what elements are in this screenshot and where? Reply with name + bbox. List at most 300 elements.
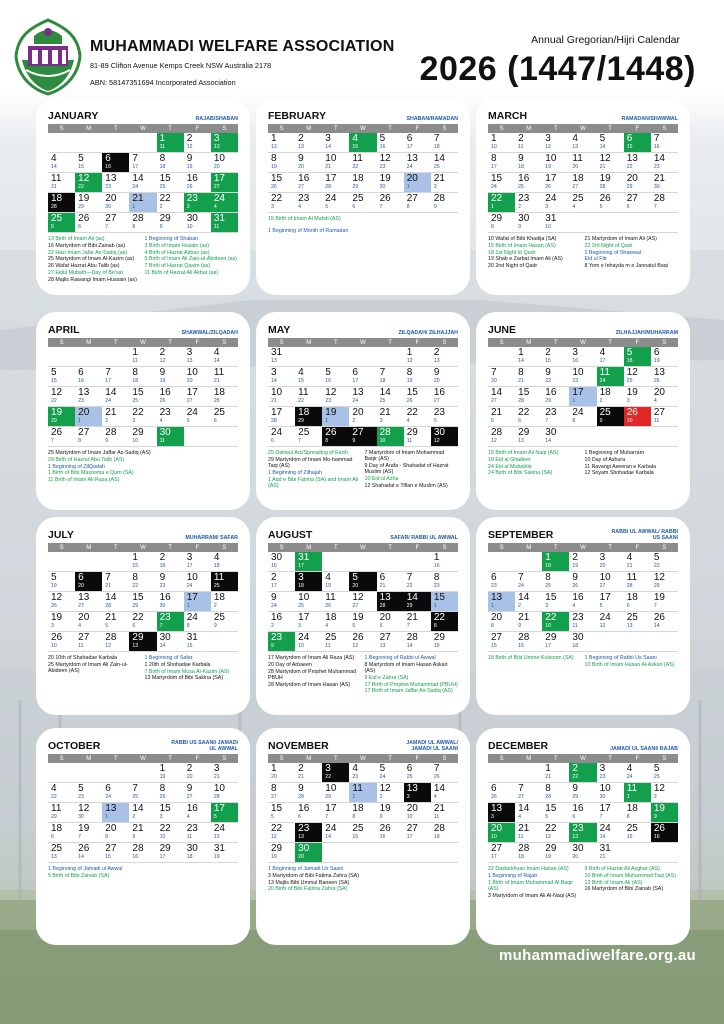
hijri-date: 2 xyxy=(599,398,603,404)
gregorian-date: 10 xyxy=(599,783,611,794)
gregorian-date: 30 xyxy=(159,632,171,643)
hijri-date: 5 xyxy=(51,224,54,230)
gregorian-date: 1 xyxy=(271,763,277,774)
gregorian-date: 18 xyxy=(51,193,63,204)
hijri-date: 26 xyxy=(545,184,552,190)
event-item: 9 Day of Arafa - Shahadat of Hazrat Muslim (AS) xyxy=(364,463,449,476)
events-column xyxy=(488,866,582,899)
hijri-date: 13 xyxy=(379,643,386,649)
month-grid xyxy=(488,124,678,233)
gregorian-date: 13 xyxy=(352,387,364,398)
hijri-date: 15 xyxy=(51,378,57,384)
gregorian-date: 29 xyxy=(491,213,503,224)
week-row xyxy=(48,783,238,803)
hijri-date: 3 xyxy=(298,623,302,629)
day-cell xyxy=(211,213,238,233)
day-cell xyxy=(404,427,431,447)
hijri-date: 2 xyxy=(518,603,522,609)
empty-day-cell xyxy=(651,632,678,652)
hijri-date: 2 xyxy=(518,204,522,210)
hijri-date: 30 xyxy=(599,794,606,800)
event-item: 8 Martyrdom of Imam Hasan Askari (AS) xyxy=(364,661,448,674)
empty-day-cell xyxy=(75,763,102,783)
hijri-date: 21 xyxy=(518,378,524,384)
gregorian-date: 18 xyxy=(572,173,584,184)
week-row xyxy=(48,193,238,213)
day-cell xyxy=(569,153,596,173)
hijri-month-name: JAMADI UL AWWAL/ JAMADI UL SAANI xyxy=(406,740,458,752)
day-cell xyxy=(268,173,295,193)
gregorian-date: 29 xyxy=(271,843,283,854)
gregorian-date: 1 xyxy=(132,552,138,563)
gregorian-date: 25 xyxy=(298,427,310,438)
hijri-date: 16 xyxy=(78,378,84,384)
gregorian-date: 24 xyxy=(599,612,611,623)
hijri-date: 12 xyxy=(433,438,440,444)
hijri-date: 28 xyxy=(626,583,633,589)
hijri-date: 27 xyxy=(271,794,277,800)
gregorian-date: 19 xyxy=(78,823,90,834)
week-row xyxy=(488,843,678,863)
gregorian-date: 30 xyxy=(518,213,530,224)
day-cell xyxy=(431,367,458,387)
day-cell xyxy=(377,387,404,407)
weekday-header: T xyxy=(377,338,404,347)
day-cell xyxy=(295,173,322,193)
gregorian-date: 12 xyxy=(653,572,665,583)
day-cell xyxy=(431,153,458,173)
event-item: 1 Aqd e Bibi Fatima (SA) and Imam Ali (AS) xyxy=(268,476,359,489)
day-cell xyxy=(268,843,295,863)
event-item: 18 Birth of Bibi Umme Kulsoom (SA) xyxy=(488,655,574,661)
weekday-header: M xyxy=(75,543,102,552)
week-row xyxy=(488,347,678,367)
week-row xyxy=(488,632,678,652)
hijri-date: 18 xyxy=(213,563,220,569)
day-cell xyxy=(349,783,376,803)
gregorian-date: 21 xyxy=(518,612,530,623)
event-item: 1 Beginning of Month of Ramadan xyxy=(268,228,349,235)
month-header xyxy=(488,322,678,336)
weekday-header: W xyxy=(569,124,596,133)
hijri-date: 20 xyxy=(213,164,220,170)
hijri-date: 27 xyxy=(213,184,220,190)
gregorian-date: 9 xyxy=(186,153,193,164)
day-cell xyxy=(651,592,678,612)
gregorian-date: 20 xyxy=(406,173,418,184)
hijri-date: 11 xyxy=(213,224,220,230)
gregorian-date: 2 xyxy=(298,763,304,774)
gregorian-date: 12 xyxy=(51,387,63,398)
day-cell xyxy=(48,572,75,592)
month-grid xyxy=(48,124,238,233)
gregorian-date: 15 xyxy=(491,173,503,184)
gregorian-date: 18 xyxy=(352,173,364,184)
hijri-date: 5 xyxy=(433,418,437,424)
hijri-date: 20 xyxy=(186,378,193,384)
hijri-date: 5 xyxy=(599,603,603,609)
day-cell xyxy=(651,612,678,632)
event-item: 9 Eid e Zahra (SA) xyxy=(364,674,409,681)
day-cell xyxy=(268,193,295,213)
gregorian-date: 23 xyxy=(159,612,171,623)
events-column xyxy=(145,236,239,284)
hijri-date: 27 xyxy=(433,398,440,404)
gregorian-date: 9 xyxy=(518,153,524,164)
day-cell xyxy=(295,367,322,387)
weekday-header: T xyxy=(102,124,129,133)
day-cell xyxy=(488,173,515,193)
calendar-year: 2026 (1447/1448) xyxy=(419,50,696,88)
gregorian-date: 8 xyxy=(433,572,440,583)
gregorian-date: 10 xyxy=(213,783,225,794)
gregorian-date: 4 xyxy=(572,133,578,144)
event-item: 11 Birth of Imam Ali Raza (AS) xyxy=(48,477,120,484)
hijri-date: 10 xyxy=(491,144,497,150)
day-cell xyxy=(157,843,184,863)
empty-day-cell xyxy=(569,213,596,233)
hijri-date: 22 xyxy=(325,774,332,780)
day-cell xyxy=(488,153,515,173)
month-header xyxy=(268,738,458,752)
weekday-header: S xyxy=(431,338,458,347)
week-row xyxy=(488,427,678,447)
gregorian-date: 12 xyxy=(626,367,638,378)
day-cell xyxy=(597,387,624,407)
hijri-date: 13 xyxy=(213,144,220,150)
weekday-header: W xyxy=(349,124,376,133)
gregorian-date: 20 xyxy=(626,173,638,184)
week-row xyxy=(268,843,458,863)
hijri-date: 5 xyxy=(545,814,549,820)
hijri-date: 11 xyxy=(159,144,165,150)
week-row xyxy=(488,763,678,783)
weekday-header: S xyxy=(651,124,678,133)
hijri-date: 25 xyxy=(132,398,139,404)
gregorian-date: 14 xyxy=(491,387,503,398)
gregorian-date: 3 xyxy=(186,347,193,358)
events-column xyxy=(585,655,679,669)
weekday-header: S xyxy=(48,754,75,763)
hijri-date: 12 xyxy=(271,834,277,840)
gregorian-date: 26 xyxy=(379,823,391,834)
event-item: 22 Dastarkhvan Imam Hasan (AS) xyxy=(488,866,569,872)
events-list xyxy=(268,216,458,235)
gregorian-date: 3 xyxy=(545,133,551,144)
event-item: 29 Birth of Hazrat Abu Talib (AS) xyxy=(48,456,125,463)
week-row xyxy=(488,367,678,387)
gregorian-date: 31 xyxy=(298,552,310,563)
empty-day-cell xyxy=(651,843,678,863)
month-card-september xyxy=(476,517,690,715)
hijri-date: 25 xyxy=(518,184,524,190)
gregorian-date: 5 xyxy=(78,783,84,794)
weekday-header: S xyxy=(211,754,238,763)
gregorian-date: 13 xyxy=(491,592,503,603)
hijri-date: 17 xyxy=(599,358,606,364)
day-cell xyxy=(268,612,295,632)
event-item: 15 Birth of Imam Ali Naqi (AS) xyxy=(488,450,559,456)
empty-day-cell xyxy=(488,347,515,367)
day-cell xyxy=(651,552,678,572)
day-cell xyxy=(488,387,515,407)
week-row xyxy=(488,612,678,632)
gregorian-date: 26 xyxy=(352,632,364,643)
hijri-date: 23 xyxy=(78,398,84,404)
gregorian-date: 27 xyxy=(406,193,418,204)
weekday-header: S xyxy=(488,543,515,552)
hijri-date: 4 xyxy=(213,204,217,210)
day-cell xyxy=(431,572,458,592)
hijri-date: 24 xyxy=(186,583,193,589)
gregorian-date: 6 xyxy=(406,133,413,144)
hijri-date: 7 xyxy=(325,814,329,820)
gregorian-date: 20 xyxy=(653,387,665,398)
event-item: 17 Birth of Imam Jaffar As-Sadiq (AS) xyxy=(364,688,453,695)
gregorian-date: 8 xyxy=(132,367,138,378)
weekday-header: S xyxy=(268,338,295,347)
hijri-date: 1 xyxy=(325,418,329,424)
gregorian-date: 27 xyxy=(78,427,90,438)
day-cell xyxy=(542,173,569,193)
hijri-date: 15 xyxy=(132,563,139,569)
gregorian-date: 25 xyxy=(325,632,337,643)
gregorian-date: 22 xyxy=(545,823,557,834)
gregorian-date: 28 xyxy=(406,632,418,643)
day-cell xyxy=(211,193,238,213)
day-cell xyxy=(129,612,156,632)
empty-day-cell xyxy=(102,763,129,783)
gregorian-date: 28 xyxy=(132,213,144,224)
hijri-date: 12 xyxy=(186,144,193,150)
day-cell xyxy=(542,843,569,863)
gregorian-date: 10 xyxy=(545,153,557,164)
gregorian-date: 7 xyxy=(132,153,138,164)
gregorian-date: 16 xyxy=(186,803,198,814)
day-cell xyxy=(569,193,596,213)
hijri-month-name: RAJAB/SHABAN xyxy=(195,116,238,122)
weekday-header: T xyxy=(322,543,349,552)
gregorian-date: 8 xyxy=(159,783,166,794)
day-cell xyxy=(75,427,102,447)
day-cell xyxy=(184,407,211,427)
hijri-date: 8 xyxy=(186,623,190,629)
weekday-header: M xyxy=(75,754,102,763)
day-cell xyxy=(597,193,624,213)
hijri-date: 5 xyxy=(213,814,217,820)
hijri-date: 3 xyxy=(271,204,274,210)
empty-day-cell xyxy=(129,763,156,783)
gregorian-date: 6 xyxy=(352,367,358,378)
day-cell xyxy=(322,173,349,193)
hijri-date: 11 xyxy=(159,438,165,444)
hijri-date: 6 xyxy=(271,438,274,444)
weekday-header: T xyxy=(102,338,129,347)
hijri-date: 12 xyxy=(545,144,552,150)
hijri-month-name: ZILHAJJAH/MUHARRAM xyxy=(615,330,678,336)
gregorian-date: 18 xyxy=(298,407,310,418)
hijri-month-name: RABBI US SAANI/ JAMADI UL AWWAL xyxy=(171,740,238,752)
day-cell xyxy=(515,407,542,427)
event-item: 13 Birth of Imam Ali (as) xyxy=(48,236,105,242)
day-cell xyxy=(488,843,515,863)
hijri-date: 19 xyxy=(271,854,277,860)
weekday-header: S xyxy=(488,338,515,347)
gregorian-date: 27 xyxy=(491,843,503,854)
gregorian-date: 30 xyxy=(572,632,584,643)
weekday-header: T xyxy=(542,754,569,763)
day-cell xyxy=(597,173,624,193)
gregorian-date: 2 xyxy=(545,347,551,358)
weekday-header-row xyxy=(488,124,678,133)
day-cell xyxy=(542,153,569,173)
day-cell xyxy=(48,823,75,843)
month-card-january xyxy=(36,98,250,295)
gregorian-date: 17 xyxy=(325,803,337,814)
gregorian-date: 13 xyxy=(406,783,418,794)
website-url[interactable]: muhammadiwelfare.org.au xyxy=(499,947,696,964)
gregorian-date: 21 xyxy=(132,193,144,204)
gregorian-date: 23 xyxy=(572,612,584,623)
gregorian-date: 17 xyxy=(572,387,584,398)
hijri-date: 8 xyxy=(572,418,576,424)
event-item: 17 Birth of Prophet Muhammad (PBUH) xyxy=(364,681,458,688)
hijri-date: 20 xyxy=(572,164,579,170)
empty-day-cell xyxy=(129,133,156,153)
hijri-date: 7 xyxy=(653,204,657,210)
gregorian-date: 1 xyxy=(132,347,138,358)
event-item: 9 Birth of Hazrat Ali Asghar (AS) xyxy=(584,866,660,872)
hijri-date: 30 xyxy=(78,814,84,820)
hijri-date: 23 xyxy=(325,398,332,404)
hijri-date: 21 xyxy=(213,378,220,384)
gregorian-date: 27 xyxy=(379,632,391,643)
day-cell xyxy=(624,572,651,592)
week-row xyxy=(268,387,458,407)
events-column xyxy=(585,866,679,899)
hijri-date: 18 xyxy=(545,563,552,569)
gregorian-date: 9 xyxy=(186,783,193,794)
week-row xyxy=(48,803,238,823)
weekday-header: F xyxy=(624,124,651,133)
day-cell xyxy=(322,367,349,387)
day-cell xyxy=(624,592,651,612)
gregorian-date: 12 xyxy=(379,783,391,794)
hijri-date: 7 xyxy=(298,438,302,444)
week-row xyxy=(488,552,678,572)
event-item: 22 3rd Night of Qadr xyxy=(584,242,633,249)
event-item: 1 Beginning of Rabbi ul Awwal xyxy=(364,655,436,661)
day-cell xyxy=(268,632,295,652)
events-list xyxy=(488,866,678,899)
gregorian-date: 19 xyxy=(653,803,665,814)
week-row xyxy=(48,632,238,652)
gregorian-date: 24 xyxy=(186,407,198,418)
weekday-header: F xyxy=(404,124,431,133)
gregorian-date: 13 xyxy=(78,592,90,603)
day-cell xyxy=(377,572,404,592)
hijri-date: 3 xyxy=(545,204,549,210)
day-cell xyxy=(211,153,238,173)
day-cell xyxy=(542,347,569,367)
gregorian-date: 29 xyxy=(159,843,171,854)
hijri-date: 14 xyxy=(599,834,606,840)
gregorian-date: 10 xyxy=(572,367,584,378)
day-cell xyxy=(268,387,295,407)
gregorian-date: 12 xyxy=(78,803,90,814)
week-row xyxy=(268,592,458,612)
events-column xyxy=(48,655,142,682)
week-row xyxy=(268,427,458,447)
gregorian-date: 1 xyxy=(271,133,277,144)
hijri-date: 4 xyxy=(406,418,410,424)
day-cell xyxy=(102,427,129,447)
weekday-header: W xyxy=(129,338,156,347)
gregorian-date: 29 xyxy=(545,843,557,854)
weekday-header: F xyxy=(624,754,651,763)
hijri-month-name: SHAWWAL/ZILQADAH xyxy=(181,330,238,336)
day-cell xyxy=(349,823,376,843)
hijri-date: 7 xyxy=(653,603,657,609)
hijri-date: 8 xyxy=(352,814,356,820)
month-grid xyxy=(48,543,238,652)
gregorian-date: 26 xyxy=(653,612,665,623)
gregorian-date: 4 xyxy=(626,552,633,563)
event-item: 10 Birth of Imam Hasan Al-Askari (AS) xyxy=(584,661,675,668)
week-row xyxy=(48,407,238,427)
day-cell xyxy=(268,367,295,387)
weekday-header: F xyxy=(184,754,211,763)
day-cell xyxy=(431,427,458,447)
hijri-date: 12 xyxy=(105,643,112,649)
hijri-month-name: RAMADAN/SHAWWAL xyxy=(621,116,678,122)
day-cell xyxy=(404,367,431,387)
hijri-date: 10 xyxy=(379,438,386,444)
week-row xyxy=(48,173,238,193)
day-cell xyxy=(569,823,596,843)
gregorian-date: 17 xyxy=(186,592,198,603)
hijri-date: 22 xyxy=(653,563,660,569)
gregorian-date: 8 xyxy=(545,572,551,583)
hijri-date: 8 xyxy=(105,834,109,840)
month-card-february xyxy=(256,98,470,295)
week-row xyxy=(48,592,238,612)
gregorian-date: 17 xyxy=(325,173,337,184)
gregorian-date: 9 xyxy=(433,367,440,378)
hijri-date: 29 xyxy=(653,583,660,589)
gregorian-date: 4 xyxy=(51,153,57,164)
day-cell xyxy=(377,823,404,843)
month-name: APRIL xyxy=(48,324,80,336)
day-cell xyxy=(157,407,184,427)
gregorian-date: 27 xyxy=(406,823,418,834)
event-item: 1 Birth of Bibi Masooma e Qum (SA) xyxy=(48,470,134,477)
day-cell xyxy=(322,427,349,447)
event-item: 17 Martyrdom of Imam Ali Raza (AS) xyxy=(268,655,355,661)
day-cell xyxy=(377,592,404,612)
week-row xyxy=(48,823,238,843)
hijri-date: 2 xyxy=(352,418,356,424)
day-cell xyxy=(624,133,651,153)
day-cell xyxy=(75,612,102,632)
gregorian-date: 27 xyxy=(491,632,503,643)
day-cell xyxy=(295,387,322,407)
event-item: 7 Birth of Hazrat Qasim (as) xyxy=(144,263,211,270)
gregorian-date: 23 xyxy=(271,632,283,643)
hijri-date: 3 xyxy=(545,603,549,609)
hijri-date: 6 xyxy=(78,224,82,230)
events-column xyxy=(585,450,679,477)
